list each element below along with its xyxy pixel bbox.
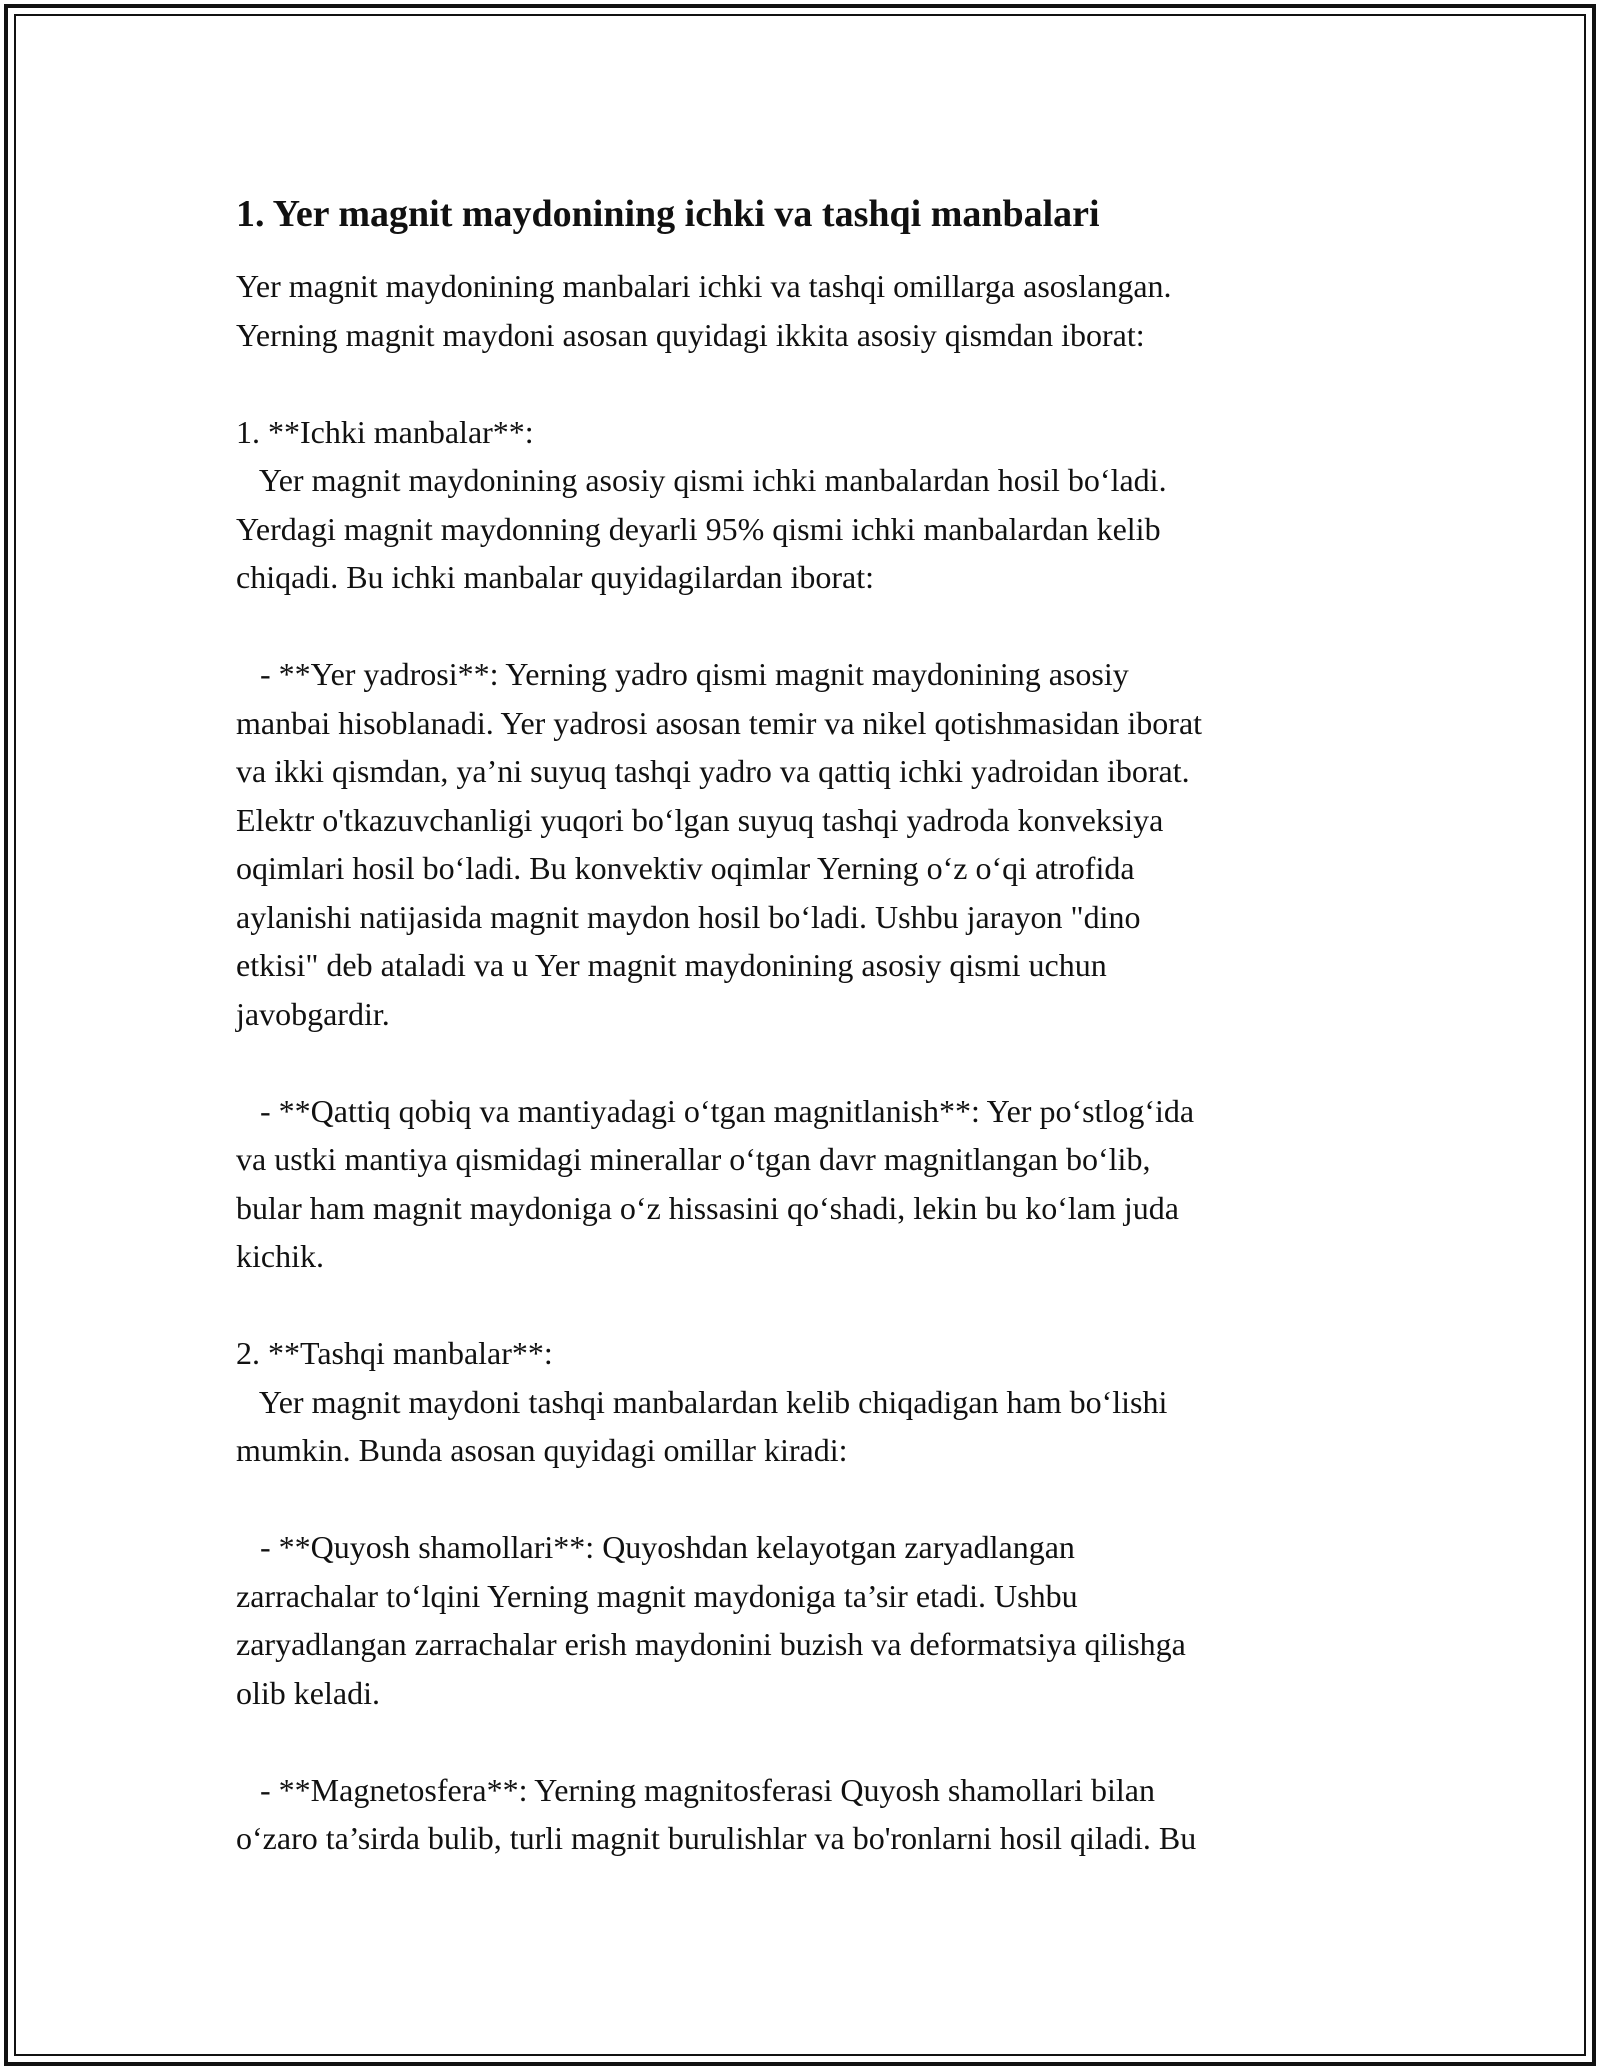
text-line: oqimlari hosil bo‘ladi. Bu konvektiv oqimlar Yerning o‘z o‘qi atrofida bbox=[236, 850, 1135, 886]
text-line: zaryadlangan zarrachalar erish maydonini buzish va deformatsiya qilishga bbox=[236, 1626, 1186, 1662]
text-line: chiqadi. Bu ichki manbalar quyidagilardan iborat: bbox=[236, 559, 875, 595]
blank-line bbox=[236, 1475, 1386, 1524]
text-line: etkisi" deb ataladi va u Yer magnit maydonining asosiy qismi uchun bbox=[236, 947, 1107, 983]
text-line: javobgardir. bbox=[236, 995, 390, 1032]
blank-line bbox=[236, 1281, 1386, 1330]
text-line: - **Quyosh shamollari**: Quyoshdan kelayotgan zaryadlangan bbox=[236, 1529, 1075, 1565]
text-line: o‘zaro ta’sirda bulib, turli magnit burulishlar va bo'ronlarni hosil qiladi. Bu bbox=[236, 1820, 1197, 1856]
text-line: - **Yer yadrosi**: Yerning yadro qismi magnit maydonining asosiy bbox=[236, 656, 1129, 692]
text-line: Yerdagi magnit maydonning deyarli 95% qismi ichki manbalardan kelib bbox=[236, 510, 1161, 547]
blank-line bbox=[236, 359, 1386, 408]
text-line: va ikki qismdan, ya’ni suyuq tashqi yadro va qattiq ichki yadroidan iborat. bbox=[236, 753, 1190, 789]
text-line: Elektr o'tkazuvchanligi yuqori bo‘lgan suyuq tashqi yadroda konveksiya bbox=[236, 801, 1164, 838]
text-line: - **Qattiq qobiq va mantiyadagi o‘tgan magnitlanish**: Yer po‘stlog‘ida bbox=[236, 1092, 1195, 1129]
text-line: bular ham magnit maydoniga o‘z hissasini qo‘shadi, lekin bu ko‘lam juda bbox=[236, 1189, 1179, 1226]
text-line: Yer magnit maydonining asosiy qismi ichki manbalardan hosil bo‘ladi. bbox=[236, 462, 1167, 498]
text-line: manbai hisoblanadi. Yer yadrosi asosan temir va nikel qotishmasidan iborat bbox=[236, 704, 1203, 741]
text-line: - **Magnetosfera**: Yerning magnitosferasi Quyosh shamollari bilan bbox=[236, 1771, 1155, 1808]
document-body bbox=[236, 262, 1386, 1863]
text-line: olib keladi. bbox=[236, 1674, 380, 1711]
blank-line bbox=[236, 1038, 1386, 1087]
text-line: Yer magnit maydonining manbalari ichki va tashqi omillarga asoslangan. bbox=[236, 268, 1172, 304]
text-line: aylanishi natijasida magnit maydon hosil bo‘ladi. Ushbu jarayon "dino bbox=[236, 898, 1141, 935]
text-line: va ustki mantiya qismidagi minerallar o‘tgan davr magnitlangan bo‘lib, bbox=[236, 1141, 1151, 1177]
text-line: zarrachalar to‘lqini Yerning magnit maydoniga ta’sir etadi. Ushbu bbox=[236, 1577, 1078, 1614]
text-line: mumkin. Bunda asosan quyidagi omillar kiradi: bbox=[236, 1432, 848, 1468]
document-title: 1. Yer magnit maydonining ichki va tashqi manbalari bbox=[236, 193, 1100, 235]
text-line: Yer magnit maydoni tashqi manbalardan kelib chiqadigan ham bo‘lishi bbox=[236, 1383, 1168, 1420]
text-line: 2. **Tashqi manbalar**: bbox=[236, 1335, 553, 1371]
text-line: 1. **Ichki manbalar**: bbox=[236, 413, 534, 450]
text-line: Yerning magnit maydoni asosan quyidagi ikkita asosiy qismdan iborat: bbox=[236, 316, 1145, 353]
text-line: kichik. bbox=[236, 1238, 324, 1274]
document-content bbox=[236, 186, 1386, 1863]
blank-line bbox=[236, 1717, 1386, 1766]
blank-line bbox=[236, 602, 1386, 651]
